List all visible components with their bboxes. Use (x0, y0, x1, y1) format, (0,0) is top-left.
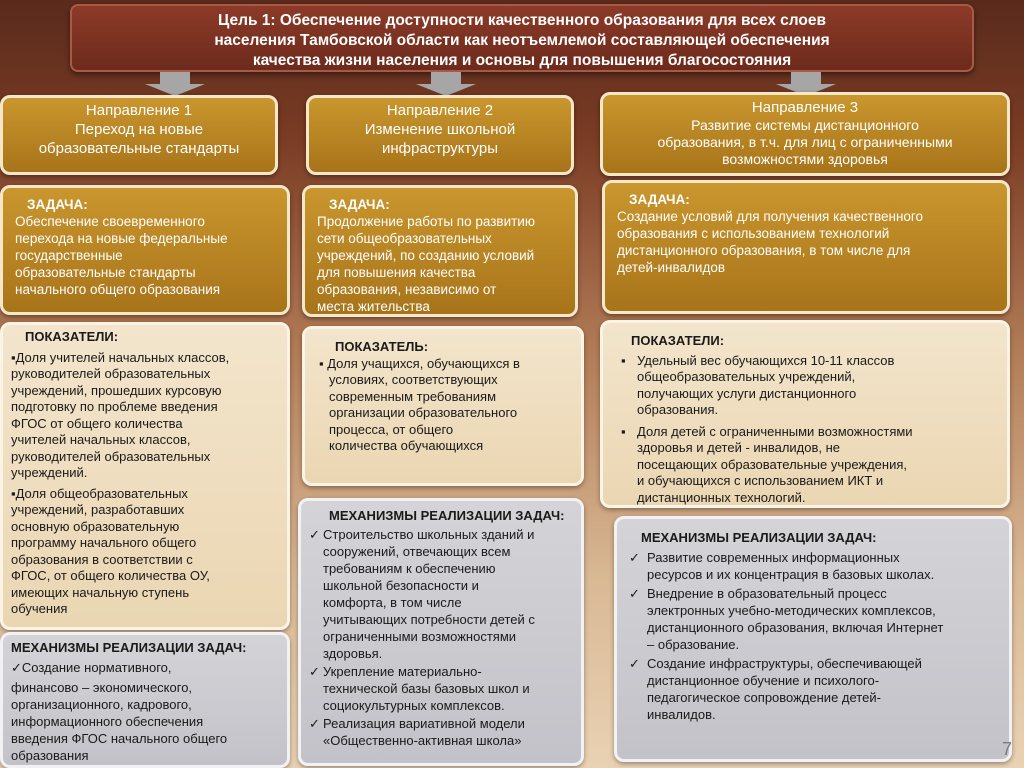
indicators-3-list (611, 353, 999, 507)
checkmark-icon: ✓ (629, 656, 640, 671)
direction-1-title: Направление 1 (85, 102, 193, 119)
mechanism-line: требованиям к обеспечению (323, 561, 496, 576)
mechanisms-3-box (614, 516, 1012, 762)
indicators-2-box (302, 326, 584, 486)
indicator-line: получающих услуги дистанционного (637, 385, 857, 401)
indicators-1-list (11, 350, 279, 618)
task-2-line: для повышения качества (317, 265, 476, 280)
indicator-text: Удельный вес обучающихся 10-11 классов (637, 352, 895, 368)
mechanisms-1-box (0, 632, 290, 768)
task-3-line: дистанционного образования, в том числе для (617, 243, 911, 258)
mechanism-line: комфорта, в том числе (323, 595, 462, 610)
indicator-line: ▪Доля общеобразовательных (11, 485, 188, 501)
indicator-line (621, 424, 999, 441)
mechanisms-1-header: МЕХАНИЗМЫ РЕАЛИЗАЦИИ ЗАДАЧ: (11, 640, 247, 655)
indicator-line: ▪Доля учителей начальных классов, (11, 349, 230, 365)
mechanism-line: Укрепление материально- (323, 664, 482, 679)
mechanism-line: – образование. (647, 637, 740, 652)
indicator-line: программу начального общего (11, 535, 197, 550)
indicator-line: учреждений. (11, 465, 88, 480)
task-1-line: перехода на новые федеральные (15, 231, 228, 246)
mechanism-line: сооружений, отвечающих всем (323, 544, 511, 559)
checkmark-icon: ✓ (11, 660, 22, 675)
task-1-line: государственные (15, 248, 123, 263)
indicator-line: учителей начальных классов, (11, 432, 191, 447)
indicator-line: организации образовательного (329, 405, 518, 420)
indicator-line: руководителей образовательных (11, 448, 211, 464)
direction-3-line-1: Развитие системы дистанционного (691, 117, 919, 133)
task-3-line: детей-инвалидов (617, 260, 726, 275)
direction-3-title: Направление 3 (751, 99, 859, 116)
indicator-line: дистанционных технологий. (637, 489, 806, 505)
mechanism-line: финансово – экономического, (11, 680, 193, 695)
checkmark-icon: ✓ (309, 527, 320, 542)
indicator-text: Доля учащихся, обучающихся в (327, 355, 520, 371)
indicator-line: имеющих начальную ступень (11, 584, 190, 600)
direction-2-line-2: инфраструктуры (382, 140, 498, 157)
indicator-line: современным требованиям (329, 388, 497, 404)
mechanism-line: информационного обеспечения (11, 714, 204, 729)
indicator-item (621, 424, 999, 507)
indicator-line: условиях, соответствующих (329, 372, 498, 387)
task-1-box (0, 185, 290, 315)
mechanism-line: организационного, кадрового, (11, 697, 192, 712)
direction-1-line-1: Переход на новые (74, 121, 204, 138)
mechanisms-3-list (625, 549, 1001, 723)
mechanism-line: электронных учебно-методических комплексов, (647, 603, 936, 618)
mechanism-line: учитывающих потребности детей с (323, 612, 535, 627)
mechanism-line: педагогическое сопровождение детей- (647, 690, 881, 705)
mechanism-line: ресурсов и их концентрация в базовых школах. (647, 567, 935, 582)
direction-3-line-2: образования, в т.ч. для лиц с ограниченными (657, 134, 953, 150)
checkmark-icon: ✓ (309, 716, 320, 731)
mechanism-line: ограниченными возможностями (323, 629, 517, 644)
mechanism-line: «Общественно-активная школа» (323, 733, 522, 748)
direction-2-box (306, 95, 574, 175)
mechanism-item (309, 663, 573, 714)
mechanism-line: социокультурных комплексов. (323, 698, 505, 713)
indicator-line: ФГОС, от общего количества ОУ, (11, 568, 210, 583)
indicators-1-box (0, 322, 290, 630)
checkmark-icon: ✓ (309, 664, 320, 679)
indicators-2-header: ПОКАЗАТЕЛЬ: (335, 339, 429, 354)
indicator-line: основную образовательную (11, 518, 180, 534)
task-3-header: ЗАДАЧА: (629, 192, 690, 207)
indicator-text: Доля детей с ограниченными возможностями (637, 423, 913, 439)
task-2-line: места жительства (317, 299, 430, 314)
indicator-line (621, 353, 999, 370)
checkmark-icon: ✓ (629, 586, 640, 601)
mechanisms-2-box (298, 498, 584, 766)
task-2-line: учреждений, по созданию условий (317, 248, 535, 263)
square-bullet-icon: ▪ (319, 355, 328, 371)
mechanism-item (309, 715, 573, 749)
mechanisms-2-header: МЕХАНИЗМЫ РЕАЛИЗАЦИИ ЗАДАЧ: (329, 508, 565, 523)
indicator-line: руководителей образовательных (11, 366, 211, 381)
indicator-line: учреждений, прошедших курсовую (11, 382, 222, 398)
square-bullet-icon: ▪ (621, 352, 626, 368)
page-number: 7 (1001, 739, 1012, 759)
direction-1-box (0, 95, 278, 175)
indicator-line: здоровья и детей - инвалидов, не (637, 440, 841, 455)
mechanism-line: школьной безопасности и (323, 578, 479, 593)
mechanism-item (629, 549, 1001, 583)
square-bullet-icon: ▪ (621, 423, 626, 439)
indicators-1-header: ПОКАЗАТЕЛИ: (25, 329, 119, 344)
mechanism-line: технической базы базовых школ и (323, 681, 530, 696)
indicator-line: подготовку по проблеме введения (11, 399, 218, 414)
indicator-line: процесса, от общего (329, 421, 454, 437)
task-3-box (602, 180, 1010, 314)
task-3-line: образования с использованием технологий (617, 226, 890, 241)
indicator-line: количества обучающихся (329, 438, 484, 453)
mechanism-line: Создание инфраструктуры, обеспечивающей (647, 656, 922, 671)
indicator-line: общеобразовательных учреждений, (637, 369, 856, 384)
goal-line-1: Цель 1: Обеспечение доступности качественного образования для всех слоев (217, 12, 827, 29)
indicator-line: образования. (637, 402, 719, 417)
mechanism-line (11, 659, 279, 676)
mechanism-line: Развитие современных информационных (647, 550, 900, 565)
mechanism-line: инвалидов. (647, 707, 716, 722)
indicator-line: обучения (11, 601, 68, 616)
goal-banner (70, 4, 974, 72)
indicator-line (319, 356, 573, 373)
task-1-line: начального общего образования (15, 282, 221, 297)
task-2-header: ЗАДАЧА: (329, 197, 390, 212)
indicators-2-list (313, 356, 573, 455)
indicator-line: ФГОС от общего количества (11, 415, 183, 431)
direction-1-line-2: образовательные стандарты (38, 140, 240, 157)
mechanism-line: Внедрение в образовательный процесс (647, 586, 887, 601)
mechanisms-3-header: МЕХАНИЗМЫ РЕАЛИЗАЦИИ ЗАДАЧ: (641, 530, 877, 545)
indicator-item (11, 486, 279, 618)
task-2-line: образования, независимо от (317, 282, 497, 297)
task-2-line: сети общеобразовательных (317, 231, 492, 246)
goal-line-2: населения Тамбовской области как неотъемлемой составляющей обеспечения (214, 32, 830, 49)
indicators-3-box (600, 320, 1010, 508)
mechanism-line: дистанционного образования, включая Интернет (647, 620, 944, 635)
direction-2-title: Направление 2 (386, 102, 494, 119)
indicator-line: и обучающихся с использованием ИКТ и (637, 473, 884, 488)
mechanisms-2-list (309, 526, 573, 749)
mechanism-line: введения ФГОС начального общего (11, 731, 228, 746)
indicator-line: образования в соответствии с (11, 551, 193, 567)
indicator-item (621, 353, 999, 419)
task-1-line: образовательные стандарты (15, 265, 196, 280)
task-1-header: ЗАДАЧА: (27, 197, 88, 212)
direction-3-box (600, 92, 1010, 176)
indicator-item (11, 350, 279, 482)
task-2-line: Продолжение работы по развитию (317, 214, 535, 229)
mechanism-line: здоровья. (323, 646, 383, 661)
mechanism-text: Создание нормативного, (21, 660, 172, 675)
mechanism-line: Строительство школьных зданий и (323, 527, 535, 542)
checkmark-icon: ✓ (629, 550, 640, 565)
indicator-line: учреждений, разработавших (11, 502, 185, 517)
indicator-item (319, 356, 573, 455)
mechanism-item (309, 526, 573, 662)
mechanism-item (629, 655, 1001, 723)
goal-line-3: качества жизни населения и основы для повышения благосостояния (252, 52, 792, 69)
mechanism-item (629, 585, 1001, 653)
direction-3-line-3: возможностями здоровья (722, 151, 888, 167)
mechanism-line: дистанционное обучение и психолого- (647, 673, 880, 688)
direction-2-line-1: Изменение школьной (364, 121, 516, 138)
task-1-line: Обеспечение своевременного (15, 214, 205, 229)
task-3-line: Создание условий для получения качественного (617, 209, 924, 224)
indicators-3-header: ПОКАЗАТЕЛИ: (631, 333, 725, 348)
mechanism-line: Реализация вариативной модели (323, 716, 525, 731)
indicator-line: посещающих образовательные учреждения, (637, 456, 908, 472)
task-2-box (302, 185, 578, 317)
mechanism-line: образования (11, 748, 89, 763)
